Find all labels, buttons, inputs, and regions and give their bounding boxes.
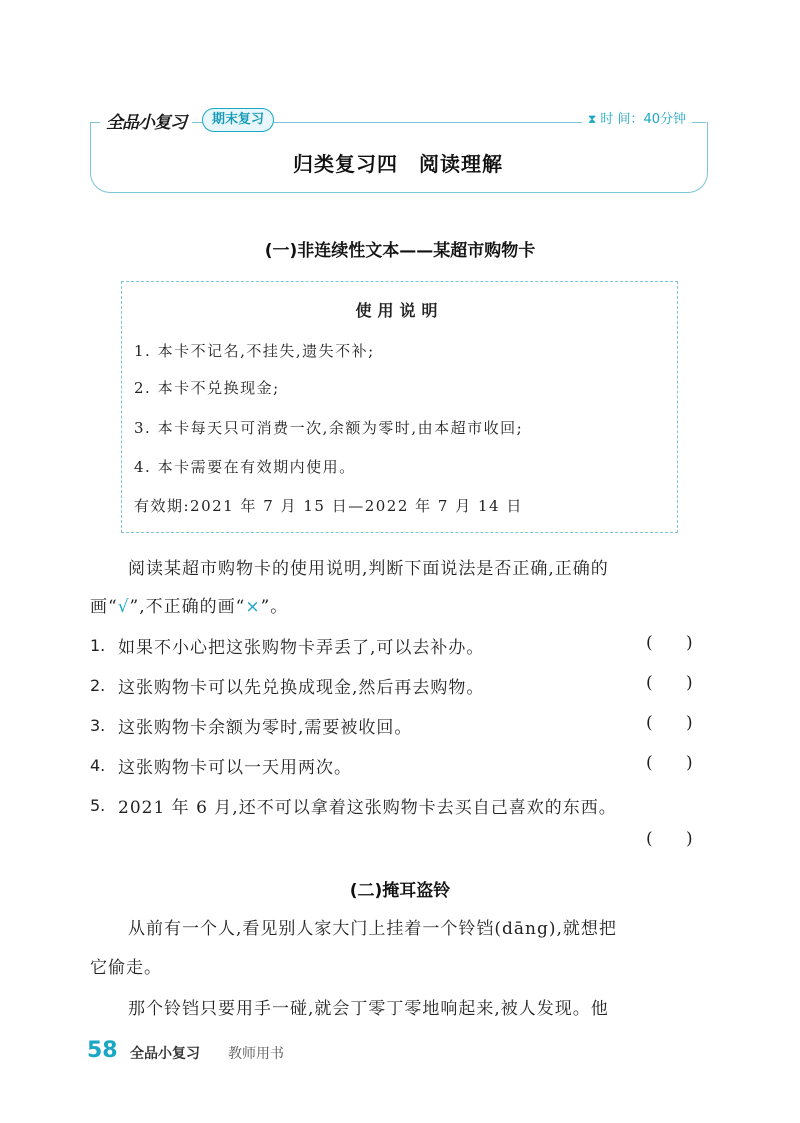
question-text: 这张购物卡余额为零时,需要被收回。: [118, 718, 413, 738]
section2-title: (二)掩耳盗铃: [349, 881, 451, 901]
brand-logo: 全品小复习: [100, 108, 192, 133]
validity-period: 有效期:2021 年 7 月 15 日—2022 年 7 月 14 日: [134, 497, 523, 515]
instruction-line2: [90, 594, 288, 620]
question-number: 5.: [90, 796, 106, 815]
answer-blank[interactable]: [646, 633, 726, 653]
paren-open: (: [646, 713, 653, 733]
notice-title: 使用说明: [355, 301, 444, 320]
paren-open: (: [646, 673, 653, 693]
instruction-text: 画“: [90, 597, 118, 617]
time-limit: [582, 108, 692, 131]
paren-open: (: [646, 753, 653, 773]
question-number: 2.: [90, 676, 106, 695]
answer-blank[interactable]: [646, 829, 726, 849]
answer-blank[interactable]: [646, 713, 726, 733]
answer-blank[interactable]: [646, 753, 726, 773]
footer-brand: 全品小复习: [130, 1046, 200, 1062]
question-number: 4.: [90, 756, 106, 775]
answer-blank[interactable]: [646, 673, 726, 693]
review-tag: 期末复习: [202, 108, 274, 132]
notice-line: 1. 本卡不记名,不挂失,遗失不补;: [134, 342, 375, 360]
time-label: 时 间：40分钟: [600, 112, 686, 127]
paren-close: ): [686, 713, 693, 733]
paren-close: ): [686, 753, 693, 773]
question-number: 1.: [90, 636, 106, 655]
paren-open: (: [646, 829, 653, 849]
paren-close: ): [686, 673, 693, 693]
story-paragraph-line: 从前有一个人,看见别人家大门上挂着一个铃铛(dāng),就想把: [128, 919, 617, 939]
instruction-text: ”。: [260, 597, 289, 617]
question-text: 这张购物卡可以先兑换成现金,然后再去购物。: [118, 678, 485, 698]
notice-line: 2. 本卡不兑换现金;: [134, 379, 280, 397]
paren-close: ): [686, 829, 693, 849]
page-title: 归类复习四 阅读理解: [293, 152, 503, 176]
question-number: 3.: [90, 716, 106, 735]
paren-close: ): [686, 633, 693, 653]
check-mark-icon: √: [117, 597, 130, 617]
question-text: 2021 年 6 月,还不可以拿着这张购物卡去买自己喜欢的东西。: [118, 798, 617, 818]
notice-line: 4. 本卡需要在有效期内使用。: [134, 458, 356, 476]
section1-title: (一)非连续性文本——某超市购物卡: [264, 241, 536, 261]
notice-line: 3. 本卡每天只可消费一次,余额为零时,由本超市收回;: [134, 419, 524, 437]
cross-mark-icon: ×: [245, 597, 261, 617]
instruction-text: ”,不正确的画“: [129, 597, 246, 617]
story-paragraph-line: 它偷走。: [90, 958, 162, 978]
page-number: 58: [87, 1038, 118, 1063]
question-text: 这张购物卡可以一天用两次。: [118, 758, 352, 778]
paren-open: (: [646, 633, 653, 653]
footer-subtitle: 教师用书: [228, 1046, 284, 1062]
question-text: 如果不小心把这张购物卡弄丢了,可以去补办。: [118, 638, 485, 658]
hourglass-icon: ⧗: [587, 112, 597, 126]
instruction-line1: 阅读某超市购物卡的使用说明,判断下面说法是否正确,正确的: [128, 559, 609, 579]
story-paragraph-line: 那个铃铛只要用手一碰,就会丁零丁零地响起来,被人发现。他: [128, 999, 609, 1019]
